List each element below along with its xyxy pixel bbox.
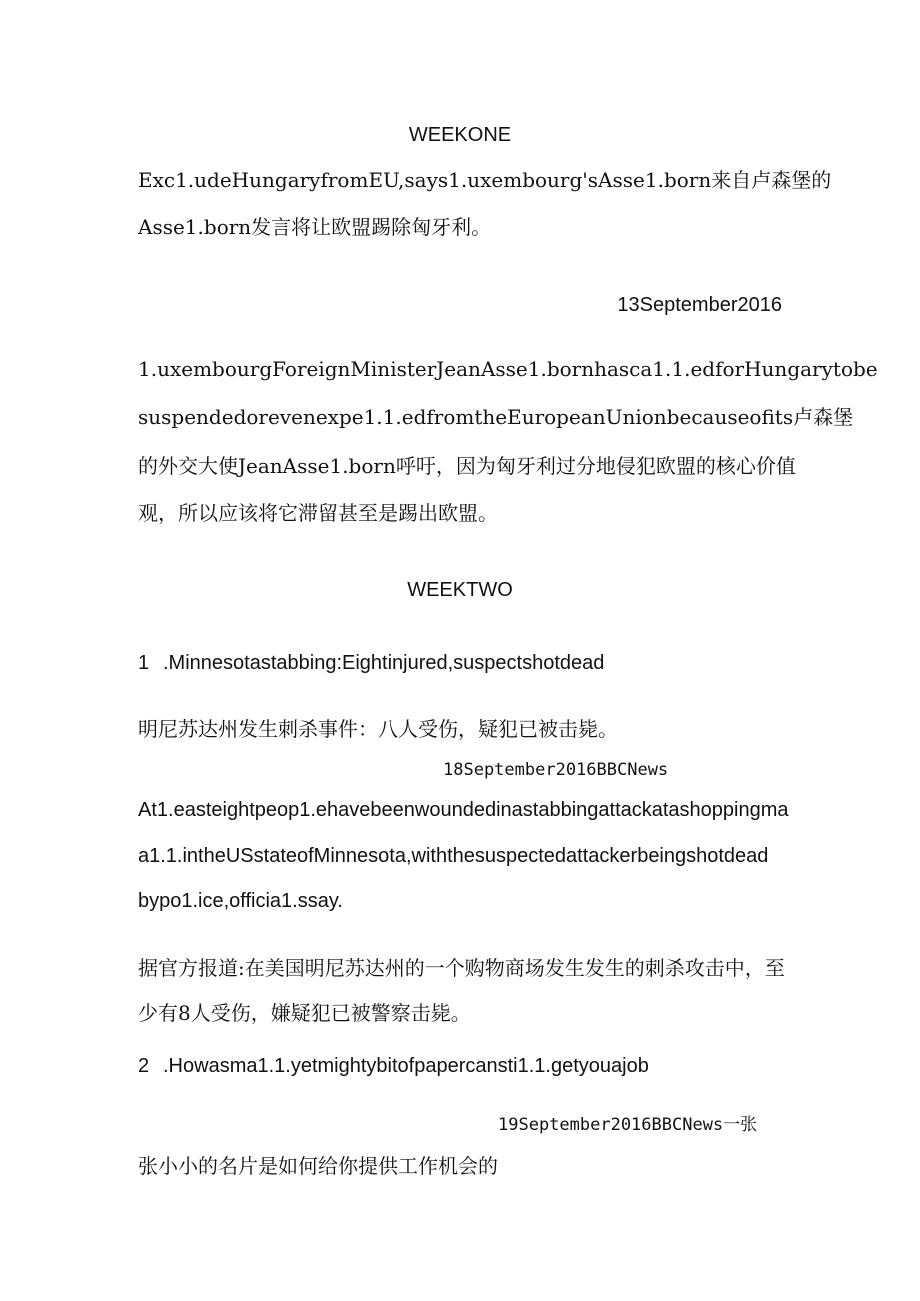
item-2-title: .Howasma1.1.yetmightybitofpapercansti1.1.getyouajob: [163, 1055, 649, 1077]
week-one-date: 13September2016: [617, 294, 782, 316]
item-1-body-line-1: At1.easteightpeop1.ehavebeenwoundedinastabbingattackatashoppingma: [138, 799, 789, 821]
item-1-body-line-3: bypo1.ice,officia1.ssay.: [138, 890, 343, 912]
item-2-number: 2: [138, 1055, 150, 1077]
week-one-body-line-2: suspendedorevenexpe1.1.edfromtheEuropeanUnionbecauseofits卢森堡: [138, 405, 854, 429]
item-1-translation: 明尼苏达州发生刺杀事件：八人受伤，疑犯已被击毙。: [138, 717, 618, 741]
item-1-dateline: 18September2016BBCNews: [443, 760, 669, 780]
week-one-heading: WEEKONE: [408, 124, 512, 146]
week-one-body-line-3: 的外交大使JeanAsse1.born呼吁，因为匈牙利过分地侵犯欧盟的核心价值: [138, 454, 796, 478]
item-1-title: .Minnesotastabbing:Eightinjured,suspectshotdead: [163, 652, 605, 674]
item-1-body-line-2: a1.1.intheUSstateofMinnesota,withthesuspectedattackerbeingshotdead: [138, 845, 769, 867]
item-1-number: 1: [138, 652, 150, 674]
item-2-dateline: 19September2016BBCNews一张: [498, 1115, 758, 1135]
week-two-heading: WEEKTWO: [407, 579, 513, 601]
week-one-title-line-1: Exc1.udeHungaryfromEU,says1.uxembourg'sAsse1.born来自卢森堡的: [138, 168, 832, 192]
item-1-cn-line-2: 少有8人受伤，嫌疑犯已被警察击毙。: [138, 1001, 471, 1025]
week-one-body-line-1: 1.uxembourgForeignMinisterJeanAsse1.bornhasca1.1.edforHungarytobe: [138, 357, 878, 381]
week-one-title-line-2: Asse1.born发言将让欧盟踢除匈牙利。: [138, 215, 492, 239]
week-one-body-line-4: 观，所以应该将它滞留甚至是踢出欧盟。: [138, 501, 498, 525]
item-2-translation: 张小小的名片是如何给你提供工作机会的: [138, 1154, 498, 1178]
item-1-cn-line-1: 据官方报道:在美国明尼苏达州的一个购物商场发生发生的刺杀攻击中，至: [138, 956, 785, 980]
